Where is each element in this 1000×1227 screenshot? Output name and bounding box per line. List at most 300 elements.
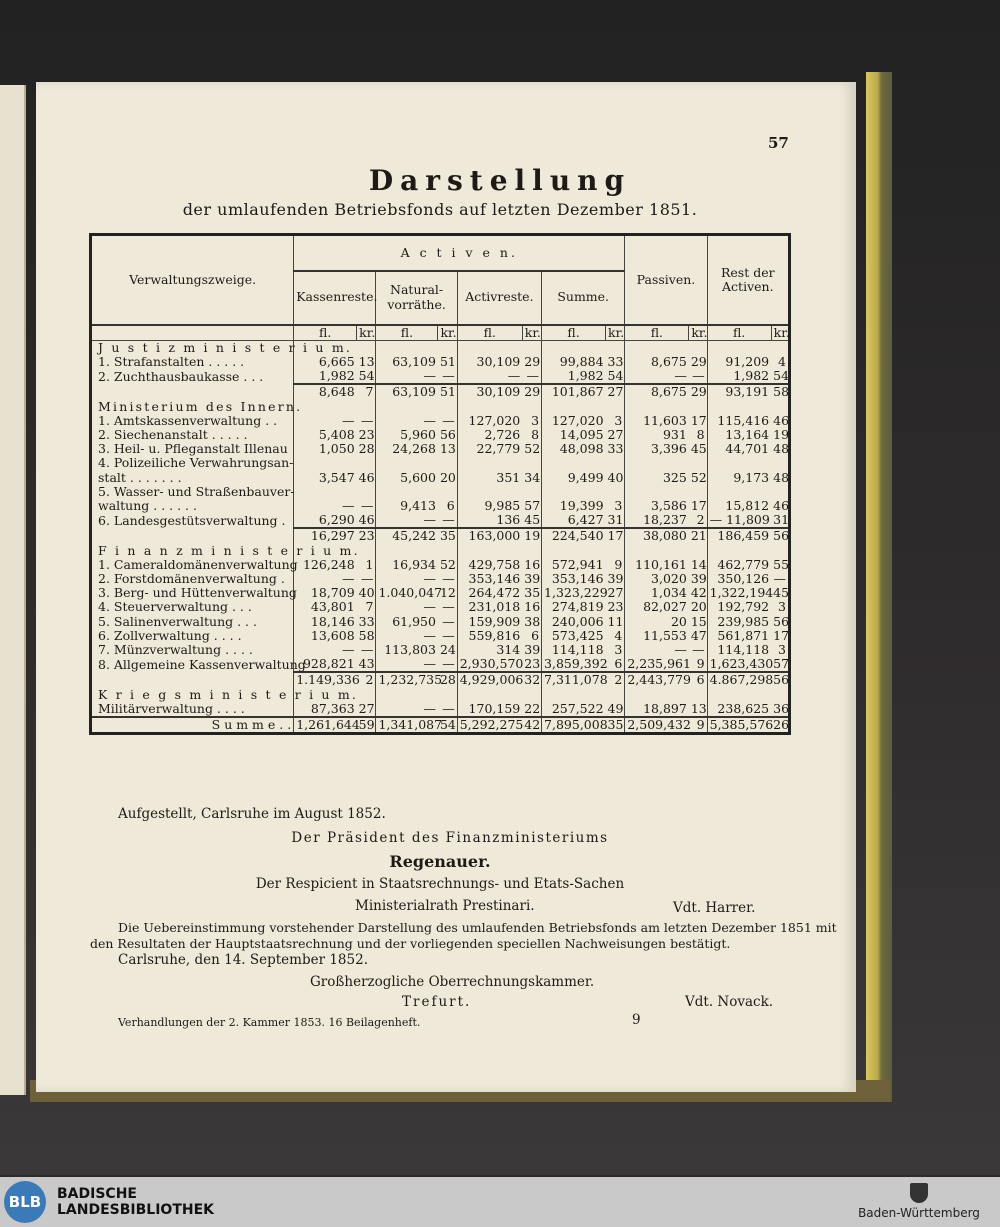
value-fl: — (294, 572, 357, 586)
value-fl: 572,941 (542, 558, 606, 572)
value-fl (707, 485, 771, 499)
section-heading (91, 688, 790, 702)
value-kr: 7 (357, 384, 376, 399)
value-fl: 1,322,194 (707, 586, 771, 600)
value-kr: 42 (690, 585, 707, 601)
value-fl: 24,268 (376, 442, 438, 456)
value-kr: 12 (439, 585, 456, 601)
value-fl: 8,648 (294, 384, 357, 399)
table-row (91, 558, 790, 572)
value-fl: 115,416 (707, 414, 771, 428)
unit-row (91, 325, 790, 341)
library-name-line-2: LANDESBIBLIOTHEK (57, 1202, 215, 1218)
section-heading (91, 544, 790, 558)
subtotal-label (91, 384, 294, 399)
value-fl: 561,871 (707, 629, 771, 643)
value-kr: 29 (524, 384, 541, 400)
value-kr: 15 (690, 613, 707, 629)
unit-fl: fl. (542, 325, 606, 341)
value-fl: 45,242 (376, 528, 438, 543)
value-fl: 13,608 (294, 629, 357, 643)
value-fl: 15,812 (707, 499, 771, 513)
value-kr: 23 (358, 426, 375, 442)
unit-fl: fl. (707, 325, 771, 341)
footer-bar (0, 1177, 1000, 1227)
value-fl: 126,248 (294, 558, 357, 572)
value-fl: 1,050 (294, 442, 357, 456)
empty-cell (542, 688, 606, 702)
value-kr (357, 456, 376, 470)
value-fl: — (457, 369, 522, 384)
value-fl: 2,930,570 (457, 657, 522, 672)
value-kr: 8 (689, 428, 707, 442)
empty-cell (522, 400, 541, 414)
empty-cell (689, 544, 707, 558)
value-kr: 21 (690, 528, 707, 544)
empty-cell (357, 400, 376, 414)
value-fl: — (294, 643, 357, 657)
value-kr: 52 (439, 556, 456, 572)
value-kr (689, 485, 707, 499)
value-fl: 11,603 (625, 414, 689, 428)
empty-cell (376, 340, 438, 355)
value-kr: 36 (773, 700, 790, 716)
value-kr: 6 (522, 629, 541, 643)
unit-fl: fl. (457, 325, 522, 341)
value-fl: 5,292,275 (457, 717, 522, 734)
value-kr: 28 (358, 441, 375, 457)
value-kr: 16 (524, 556, 541, 572)
confirm-line-1: Die Uebereinstimmung vorstehender Darstellung des umlaufenden Betriebsfonds am letzten Dezember 1851 mit (118, 920, 837, 935)
table-row (91, 471, 790, 485)
value-fl: 93,191 (707, 384, 771, 399)
value-fl: 1.040,047 (376, 586, 438, 600)
value-kr: — (438, 369, 457, 384)
value-kr: 52 (524, 441, 541, 457)
header-active-rest: Activreste. (457, 271, 541, 325)
value-fl: 1,982 (294, 369, 357, 384)
value-kr: 23 (524, 656, 541, 672)
value-fl: 3,859,392 (542, 657, 606, 672)
value-kr: 8 (522, 428, 541, 442)
value-fl: — (376, 369, 438, 384)
value-fl: 13,164 (707, 428, 771, 442)
empty-cell (294, 400, 357, 414)
row-label: 4. Polizeiliche Verwahrungsan- (98, 455, 294, 471)
total-label: S u m m e . . (91, 717, 294, 734)
value-kr: 27 (607, 384, 624, 400)
value-kr: 35 (524, 585, 541, 601)
value-kr: 26 (773, 716, 790, 732)
value-fl: 110,161 (625, 558, 689, 572)
value-fl: — (376, 600, 438, 614)
value-fl (457, 485, 522, 499)
value-kr: 35 (439, 528, 456, 544)
value-fl: 1,232,735 (376, 672, 438, 687)
table-row (91, 643, 790, 657)
value-fl: 114,118 (542, 643, 606, 657)
value-fl: 170,159 (457, 702, 522, 717)
value-kr: 3 (522, 414, 541, 428)
value-fl (376, 456, 438, 470)
library-name-line-1: BADISCHE (57, 1186, 137, 1202)
value-fl: 44,701 (707, 442, 771, 456)
value-kr: 27 (607, 585, 624, 601)
value-fl: 1,341,087 (376, 717, 438, 734)
value-kr: 17 (773, 627, 790, 643)
value-kr: 46 (358, 469, 375, 485)
book-cover-edge (866, 72, 892, 1102)
page-number: 57 (768, 134, 789, 152)
value-fl: 325 (625, 471, 689, 485)
value-fl: 6,427 (542, 513, 606, 528)
unit-fl: fl. (625, 325, 689, 341)
empty-cell (376, 544, 438, 558)
value-fl: 240,006 (542, 615, 606, 629)
value-fl: 353,146 (457, 572, 522, 586)
footnote: Verhandlungen der 2. Kammer 1853. 16 Beilagenheft. (118, 1016, 421, 1029)
empty-cell (457, 340, 522, 355)
value-kr: — (357, 643, 376, 657)
value-fl (625, 456, 689, 470)
subtotal-label (91, 672, 294, 687)
state-logo[interactable] (844, 1183, 994, 1220)
value-kr: 55 (773, 556, 790, 572)
empty-cell (438, 340, 457, 355)
value-fl: 1,623,430 (707, 657, 771, 672)
value-kr: 58 (773, 384, 790, 400)
value-kr: 51 (439, 353, 456, 369)
value-kr: 46 (773, 412, 790, 428)
table-row (91, 615, 790, 629)
empty-cell (522, 544, 541, 558)
value-kr: 27 (607, 426, 624, 442)
value-kr: 17 (607, 528, 624, 544)
value-kr: 2 (357, 672, 376, 687)
unit-kr: kr. (771, 325, 789, 341)
table-row (91, 513, 790, 528)
value-kr: — (357, 499, 376, 513)
value-fl: 231,018 (457, 600, 522, 614)
value-fl: 1,982 (707, 369, 771, 384)
value-fl (294, 456, 357, 470)
value-kr: 3 (606, 643, 625, 657)
value-kr: 28 (439, 672, 456, 688)
header-branch: Verwaltungszweige. (91, 235, 294, 325)
value-kr: 46 (773, 497, 790, 513)
value-kr: 29 (690, 353, 707, 369)
value-fl: 462,779 (707, 558, 771, 572)
empty-cell (771, 340, 789, 355)
value-fl: 274,819 (542, 600, 606, 614)
value-kr (606, 485, 625, 499)
value-kr: 19 (524, 528, 541, 544)
value-fl: 2,509,432 (625, 717, 689, 734)
value-fl: 3,547 (294, 471, 357, 485)
row-label: 8. Allgemeine Kassenverwaltung (98, 656, 306, 672)
table-row (91, 414, 790, 428)
value-fl: 224,540 (542, 528, 606, 543)
empty-cell (689, 688, 707, 702)
value-fl: 350,126 (707, 572, 771, 586)
value-kr: 16 (524, 599, 541, 615)
value-kr: 3 (771, 643, 789, 657)
empty-cell (707, 340, 771, 355)
value-kr: 19 (773, 426, 790, 442)
table-row (91, 355, 790, 369)
total-row (91, 717, 790, 734)
value-fl: 18,897 (625, 702, 689, 717)
value-fl: 1,323,229 (542, 586, 606, 600)
value-kr: 48 (773, 441, 790, 457)
row-label: 2. Forstdomänenverwaltung . (98, 570, 285, 586)
row-label: 6. Landesgestütsverwaltung . (98, 512, 286, 528)
value-fl: 14,095 (542, 428, 606, 442)
value-fl: 351 (457, 471, 522, 485)
row-label: 7. Münzverwaltung . . . . (98, 641, 253, 657)
vdt-harrer: Vdt. Harrer. (673, 900, 756, 916)
value-fl: 61,950 (376, 615, 438, 629)
value-fl: 429,758 (457, 558, 522, 572)
value-fl: — (376, 629, 438, 643)
value-fl: 257,522 (542, 702, 606, 717)
value-kr: 45 (773, 585, 790, 601)
confirm-date: Carlsruhe, den 14. September 1852. (118, 952, 368, 968)
unit-fl: fl. (294, 325, 357, 341)
value-fl: 16,934 (376, 558, 438, 572)
value-fl: 20 (625, 615, 689, 629)
table-row (91, 586, 790, 600)
value-fl: 99,884 (542, 355, 606, 369)
value-kr: 13 (439, 441, 456, 457)
blb-logo[interactable]: BLB (4, 1181, 46, 1223)
value-fl: 30,109 (457, 384, 522, 399)
value-kr: 56 (773, 528, 790, 544)
value-kr: 31 (607, 512, 624, 528)
unit-blank (91, 325, 294, 341)
value-kr: 27 (358, 700, 375, 716)
empty-cell (438, 544, 457, 558)
value-kr: 9 (606, 558, 625, 572)
sheet-number: 9 (632, 1012, 641, 1028)
value-kr: 43 (358, 656, 375, 672)
value-kr: 9 (689, 657, 707, 672)
place-date: Aufgestellt, Carlsruhe im August 1852. (118, 806, 386, 822)
value-kr: 45 (690, 441, 707, 457)
value-kr: 33 (358, 613, 375, 629)
empty-cell (625, 400, 689, 414)
value-fl: 1,034 (625, 586, 689, 600)
row-label: stalt . . . . . . . (98, 469, 182, 485)
value-fl: 63,109 (376, 384, 438, 399)
section-name: J u s t i z m i n i s t e r i u m. (98, 339, 353, 355)
value-kr (522, 456, 541, 470)
value-fl: 18,146 (294, 615, 357, 629)
row-label: 3. Heil- u. Pfleganstalt Illenau (98, 441, 288, 457)
value-fl: — (625, 369, 689, 384)
row-label: 4. Steuerverwaltung . . . (98, 599, 252, 615)
value-kr: — (357, 414, 376, 428)
value-kr (438, 485, 457, 499)
value-kr: — (689, 643, 707, 657)
value-fl: 63,109 (376, 355, 438, 369)
empty-cell (689, 340, 707, 355)
value-kr: — (438, 615, 457, 629)
value-fl: 82,027 (625, 600, 689, 614)
value-fl: 159,909 (457, 615, 522, 629)
section-name: K r i e g s m i n i s t e r i u m. (98, 686, 359, 702)
value-fl: 8,675 (625, 355, 689, 369)
value-fl: 5,385,576 (707, 717, 771, 734)
value-fl: 113,803 (376, 643, 438, 657)
value-kr: 54 (358, 368, 375, 384)
value-fl: 4.867,298 (707, 672, 771, 687)
header-cash: Kassenreste. (294, 271, 376, 325)
value-fl: 7,311,078 (542, 672, 606, 687)
value-kr (689, 456, 707, 470)
empty-cell (689, 400, 707, 414)
value-kr: 34 (524, 469, 541, 485)
value-fl: — (625, 643, 689, 657)
value-fl: 9,499 (542, 471, 606, 485)
empty-cell (707, 400, 771, 414)
value-kr: 23 (358, 528, 375, 544)
value-fl: 22,779 (457, 442, 522, 456)
table-row (91, 499, 790, 513)
library-name[interactable] (57, 1186, 214, 1218)
empty-cell (522, 340, 541, 355)
empty-cell (606, 340, 625, 355)
value-fl: 1,982 (542, 369, 606, 384)
value-fl (625, 485, 689, 499)
value-kr: 17 (690, 412, 707, 428)
value-fl: 2,726 (457, 428, 522, 442)
value-fl (707, 456, 771, 470)
unit-fl: fl. (376, 325, 438, 341)
header-natural: Natural-vorräthe. (376, 271, 457, 325)
value-kr: 11 (607, 613, 624, 629)
section-name: F i n a n z m i n i s t e r i u m. (98, 542, 360, 558)
value-kr: — (438, 629, 457, 643)
value-fl: 18,237 (625, 513, 689, 528)
table-row (91, 572, 790, 586)
empty-cell (707, 544, 771, 558)
header-passiva: Passiven. (625, 235, 707, 325)
empty-cell (606, 544, 625, 558)
value-kr: 4 (771, 355, 789, 369)
value-fl: 239,985 (707, 615, 771, 629)
empty-cell (771, 544, 789, 558)
value-fl: — (294, 414, 357, 428)
row-label: 5. Wasser- und Straßenbauver- (98, 483, 295, 499)
value-fl: 5,408 (294, 428, 357, 442)
empty-cell (457, 544, 522, 558)
president-title: Der Präsident des Finanzministeriums (291, 830, 609, 846)
value-fl: 19,399 (542, 499, 606, 513)
value-fl: 9,173 (707, 471, 771, 485)
value-fl: 931 (625, 428, 689, 442)
value-fl: 3,396 (625, 442, 689, 456)
value-kr: 56 (439, 426, 456, 442)
value-fl: 9,985 (457, 499, 522, 513)
empty-cell (606, 688, 625, 702)
value-fl: 87,363 (294, 702, 357, 717)
value-kr: — (438, 600, 457, 614)
value-kr: 52 (690, 469, 707, 485)
empty-cell (625, 688, 689, 702)
value-kr: 54 (607, 368, 624, 384)
value-kr: 39 (524, 641, 541, 657)
value-kr: 3 (771, 600, 789, 614)
value-fl: 1,261,644 (294, 717, 357, 734)
table-row (91, 442, 790, 456)
value-kr: 29 (690, 384, 707, 400)
value-kr: 3 (606, 499, 625, 513)
value-kr: 20 (690, 599, 707, 615)
row-label: 2. Zuchthausbaukasse . . . (98, 368, 264, 384)
empty-cell (606, 400, 625, 414)
value-kr: 23 (607, 599, 624, 615)
value-fl: 2,235,961 (625, 657, 689, 672)
value-kr: 13 (358, 353, 375, 369)
value-kr: 7 (357, 600, 376, 614)
value-kr: 31 (773, 512, 790, 528)
value-fl: — 11,809 (707, 513, 771, 528)
value-fl: 38,080 (625, 528, 689, 543)
document-subtitle: der umlaufenden Betriebsfonds auf letzten Dezember 1851. (182, 200, 698, 219)
empty-cell (771, 688, 789, 702)
value-kr (438, 456, 457, 470)
empty-cell (707, 688, 771, 702)
confirm-line-2: den Resultaten der Hauptstaatsrechnung und der vorliegenden speciellen Nachweisungen bestätigt. (90, 936, 731, 951)
subtotal-row (91, 528, 790, 543)
unit-kr: kr. (438, 325, 457, 341)
value-kr: 57 (773, 656, 790, 672)
value-kr: — (438, 657, 457, 672)
empty-cell (625, 340, 689, 355)
value-kr: 24 (439, 641, 456, 657)
value-kr: 45 (524, 512, 541, 528)
president-name: Regenauer. (389, 852, 491, 871)
value-fl: 353,146 (542, 572, 606, 586)
subtotal-label (91, 528, 294, 543)
value-kr: — (689, 369, 707, 384)
value-kr: 42 (524, 716, 541, 732)
header-activa: A c t i v e n. (294, 235, 625, 271)
value-kr: 47 (690, 627, 707, 643)
empty-cell (457, 400, 522, 414)
value-fl: 7,895,008 (542, 717, 606, 734)
left-page-edge (0, 85, 26, 1095)
section-name: Ministerium des Innern. (98, 398, 303, 414)
subtotal-row (91, 384, 790, 399)
row-label: 1. Amtskassenverwaltung . . (98, 412, 278, 428)
value-kr: — (438, 572, 457, 586)
table-row (91, 657, 790, 672)
subtotal-row (91, 672, 790, 687)
value-fl: 1.149,336 (294, 672, 357, 687)
value-kr: 33 (607, 441, 624, 457)
value-fl: 127,020 (542, 414, 606, 428)
empty-cell (771, 400, 789, 414)
unit-kr: kr. (357, 325, 376, 341)
value-fl: 3,586 (625, 499, 689, 513)
value-fl: 192,792 (707, 600, 771, 614)
value-kr: 17 (690, 497, 707, 513)
empty-cell (357, 688, 376, 702)
value-kr: 20 (439, 469, 456, 485)
table-row (91, 485, 790, 499)
